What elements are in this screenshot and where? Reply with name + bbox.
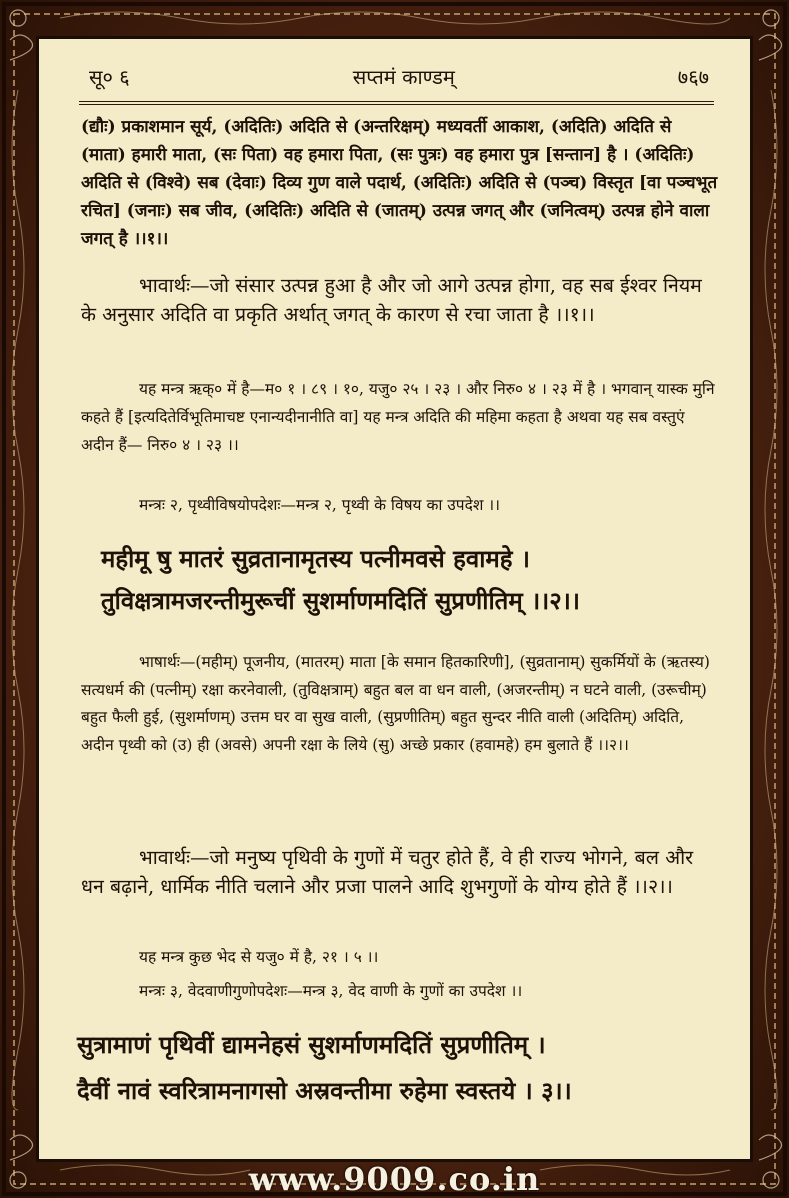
page-paper xyxy=(36,36,753,1162)
reference-note-1: यह मन्त्र ऋक्० में है—म० १ । ८९ । १०, यजु० २५ । २३ । और निरु० ४ । २३ में है । भगवान् यास्क मुनि कहते हैं [इत्यदितेर्विभूतिमाचष्ट एनान्यदीनानीति वा] यह मन्त्र अदिति की महिमा कहता है अथवा यह सब वस्तुएं अदीन हैं— निरु० ४ । २३ ।। xyxy=(81,380,715,454)
paragraph-translation-1: (द्यौः) प्रकाशमान सूर्य, (अदितिः) अदिति से (अन्तरिक्षम्) मध्यवर्ती आकाश, (अदिति) अदिति से (माता) हमारी माता, (सः पिता) वह हमारा पिता, (सः पुत्रः) वह हमारा पुत्र [सन्तान] है । (अदितिः) अदिति से (विश्वे) सब (देवाः) दिव्य गुण वाले पदार्थ, (अदितिः) अदिति से (पञ्च) विस्तृत [वा पञ्चभूत रचित] (जनाः) सब जीव, (अदितिः) अदिति से (जातम्) उत्पन्न जगत् और (जनित्वम्) उत्पन्न होने वाला जगत् है ।।१।। xyxy=(81,117,718,249)
mantra-2-line-2: तुविक्षत्रामजरन्तीमुरूचीं सुशर्माणमदितिं सुप्रणीतिम् ।।२।। xyxy=(101,586,580,615)
page-number: ७६७ xyxy=(677,64,709,89)
page-header xyxy=(89,61,709,91)
mantra-2-line-1: महीमू षु मातरं सुव्रतानामृतस्य पत्नीमवसे हवामहे । xyxy=(101,544,530,573)
paragraph-translation-2: भाषार्थः—(महीम्) पूजनीय, (मातरम्) माता [के समान हितकारिणी], (सुव्रतानाम्) सुकर्मियों के (ऋतस्य) सत्यधर्म की (पत्नीम्) रक्षा करनेवाली, (तुविक्षत्राम्) बहुत बल वा धन वाली, (अजरन्तीम्) न घटने वाली, (उरूचीम्) बहुत फैली हुई, (सुशर्माणम्) उत्तम घर वा सुख वाली, (सुप्रणीतिम्) बहुत सुन्दर नीति वाली (अदितिम्) अदिति, अदीन पृथ्वी को (उ) ही (अवसे) अपनी रक्षा के लिये (सु) अच्छे प्रकार (हवामहे) हम बुलाते हैं ।।२।। xyxy=(81,653,710,754)
mantra-3-line-2: दैवीं नावं स्वरित्रामनागसो अस्रवन्तीमा रुहेमा स्वस्तये । ३।। xyxy=(77,1076,572,1105)
sukta-number: सू० ६ xyxy=(89,64,130,89)
mantra-3-line-1: सुत्रामाणं पृथिवीं द्यामनेहसं सुशर्माणमदितिं सुप्रणीतिम् । xyxy=(77,1030,546,1059)
kanda-title: सप्तमं काण्डम् xyxy=(352,64,455,89)
bhavarth-1: भावार्थः—जो संसार उत्पन्न हुआ है और जो आगे उत्पन्न होगा, वह सब ईश्वर नियम के अनुसार अदिति वा प्रकृति अर्थात् जगत् के कारण से रचा जाता है ।।१।। xyxy=(81,274,702,326)
website-footer: www.9009.co.in xyxy=(248,1160,541,1198)
topic-heading-3: मन्त्रः ३, वेदवाणीगुणोपदेशः—मन्त्र ३, वेद वाणी के गुणों का उपदेश ।। xyxy=(139,982,523,1000)
header-rule xyxy=(79,101,714,105)
bhavarth-2: भावार्थः—जो मनुष्य पृथिवी के गुणों में चतुर होते हैं, वे ही राज्य भोगने, बल और धन बढ़ाने, धार्मिक नीति चलाने और प्रजा पालने आदि शुभगुणों के योग्य होते हैं ।।२।। xyxy=(81,846,694,898)
reference-note-2: यह मन्त्र कुछ भेद से यजु० में है, २१ । ५ ।। xyxy=(139,948,379,966)
topic-heading-2: मन्त्रः २, पृथ्वीविषयोपदेशः—मन्त्र २, पृथ्वी के विषय का उपदेश ।। xyxy=(139,496,501,514)
